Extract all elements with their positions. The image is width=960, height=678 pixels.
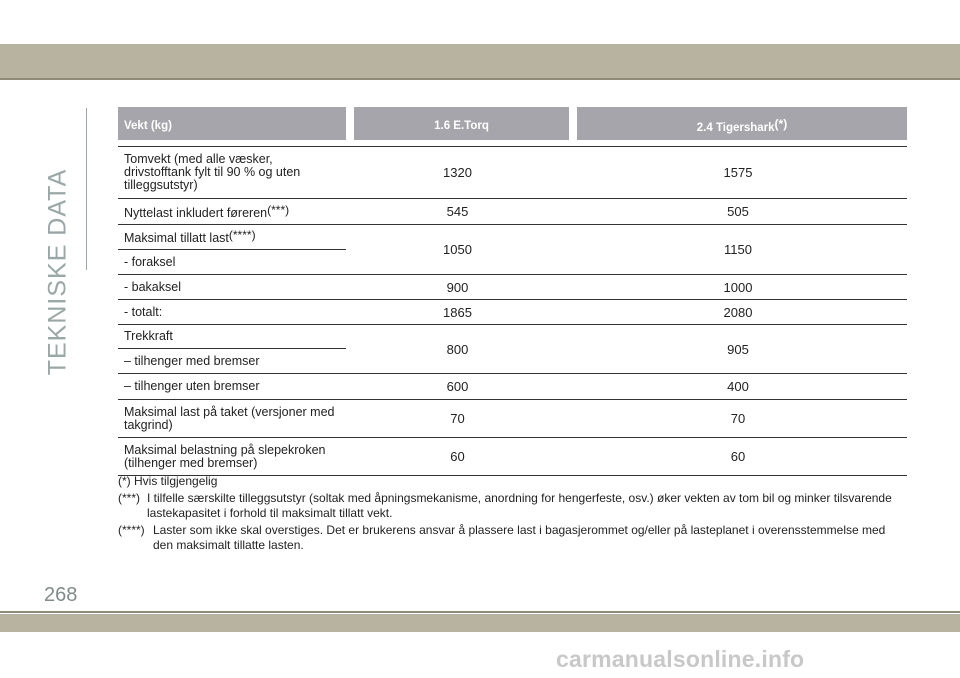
cell-value: 1050: [346, 225, 569, 275]
cell-value: 60: [346, 438, 569, 476]
cell-value: 505: [569, 199, 907, 225]
table-row: [118, 147, 907, 199]
cell-value: 600: [346, 374, 569, 400]
footnote-mark: (****): [228, 228, 256, 242]
header-weight: Vekt (kg): [118, 107, 346, 140]
row-label-rear-axle: - bakaksel: [118, 275, 346, 300]
footnote-mark: (****): [118, 523, 145, 537]
cell-value: 1150: [569, 225, 907, 275]
table-row: [118, 438, 907, 476]
footnote-text: Laster som ikke skal overstiges. Det er brukerens ansvar å plassere last i bagasjerommet og/eller på lasteplanet i overensstemmelse med den maksimalt tillatte lasten.: [153, 523, 886, 552]
cell-value: 545: [346, 199, 569, 225]
cell-value: 800: [346, 325, 569, 374]
table-row: [118, 400, 907, 438]
row-label-max-load: [118, 225, 346, 250]
section-title-text: TEKNISKE DATA: [43, 168, 72, 376]
header-footnote-mark: (*): [774, 117, 788, 131]
cell-value: 1000: [569, 275, 907, 300]
header-engine-2-4-label: 2.4 Tigershark: [696, 122, 775, 134]
cell-value: 900: [346, 275, 569, 300]
table-header-row: [118, 107, 907, 140]
footnotes: [118, 474, 908, 555]
footnote-mark: (***): [267, 202, 290, 217]
row-label-payload: [118, 199, 346, 225]
row-label-text: Nyttelast inkludert føreren: [124, 205, 268, 220]
table-row: [118, 275, 907, 300]
cell-value: 70: [346, 400, 569, 438]
table-row: [118, 374, 907, 400]
row-label-towbar-load: Maksimal belastning på slepekroken (tilhenger med bremser): [118, 438, 346, 476]
weight-table: [118, 107, 907, 476]
section-divider: [86, 108, 87, 270]
cell-value: 1575: [569, 147, 907, 199]
top-divider: [0, 78, 960, 80]
cell-value: 400: [569, 374, 907, 400]
header-engine-2-4: [577, 107, 907, 140]
footnote-mark: (***): [118, 491, 141, 505]
row-label-total: - totalt:: [118, 300, 346, 325]
cell-value: 2080: [569, 300, 907, 325]
row-label-trailer-unbraked: – tilhenger uten bremser: [118, 374, 346, 400]
table-row: [118, 325, 907, 349]
watermark: carmanualsonline.info: [556, 646, 805, 672]
row-label-roof-load: Maksimal last på taket (versjoner med takgrind): [118, 400, 346, 438]
footnote-text: I tilfelle særskilte tilleggsutstyr (soltak med åpningsmekanisme, anordning for hengerfeste, osv.) øker vekten av tom bil og minker tilsvarende lastekapasitet i forhold til maksimalt tillatt vekt.: [147, 491, 892, 520]
row-label-curb-weight: Tomvekt (med alle væsker, drivstofftank fylt til 90 % og uten tilleggsutstyr): [118, 147, 346, 199]
table-row: [118, 199, 907, 225]
header-engine-1-6: 1.6 E.Torq: [354, 107, 569, 140]
top-decor-band: [0, 44, 960, 78]
bottom-divider: [0, 611, 960, 613]
cell-value: 70: [569, 400, 907, 438]
cell-value: 1865: [346, 300, 569, 325]
row-label-trailer-braked: – tilhenger med bremser: [118, 349, 346, 374]
table-row: [118, 300, 907, 325]
page-number: 268: [44, 584, 78, 606]
footnote-1: (*) Hvis tilgjengelig: [118, 474, 218, 488]
row-label-text: Maksimal tillatt last: [124, 231, 229, 245]
cell-value: 1320: [346, 147, 569, 199]
row-label-front-axle: - foraksel: [118, 250, 346, 275]
row-label-towing: Trekkraft: [118, 325, 346, 349]
header-gap: [346, 107, 354, 140]
footnote-3: [118, 491, 908, 521]
header-gap: [569, 107, 577, 140]
cell-value: 905: [569, 325, 907, 374]
table-row: [118, 225, 907, 250]
footnote-4: [118, 523, 908, 553]
bottom-decor-band: [0, 614, 960, 632]
cell-value: 60: [569, 438, 907, 476]
